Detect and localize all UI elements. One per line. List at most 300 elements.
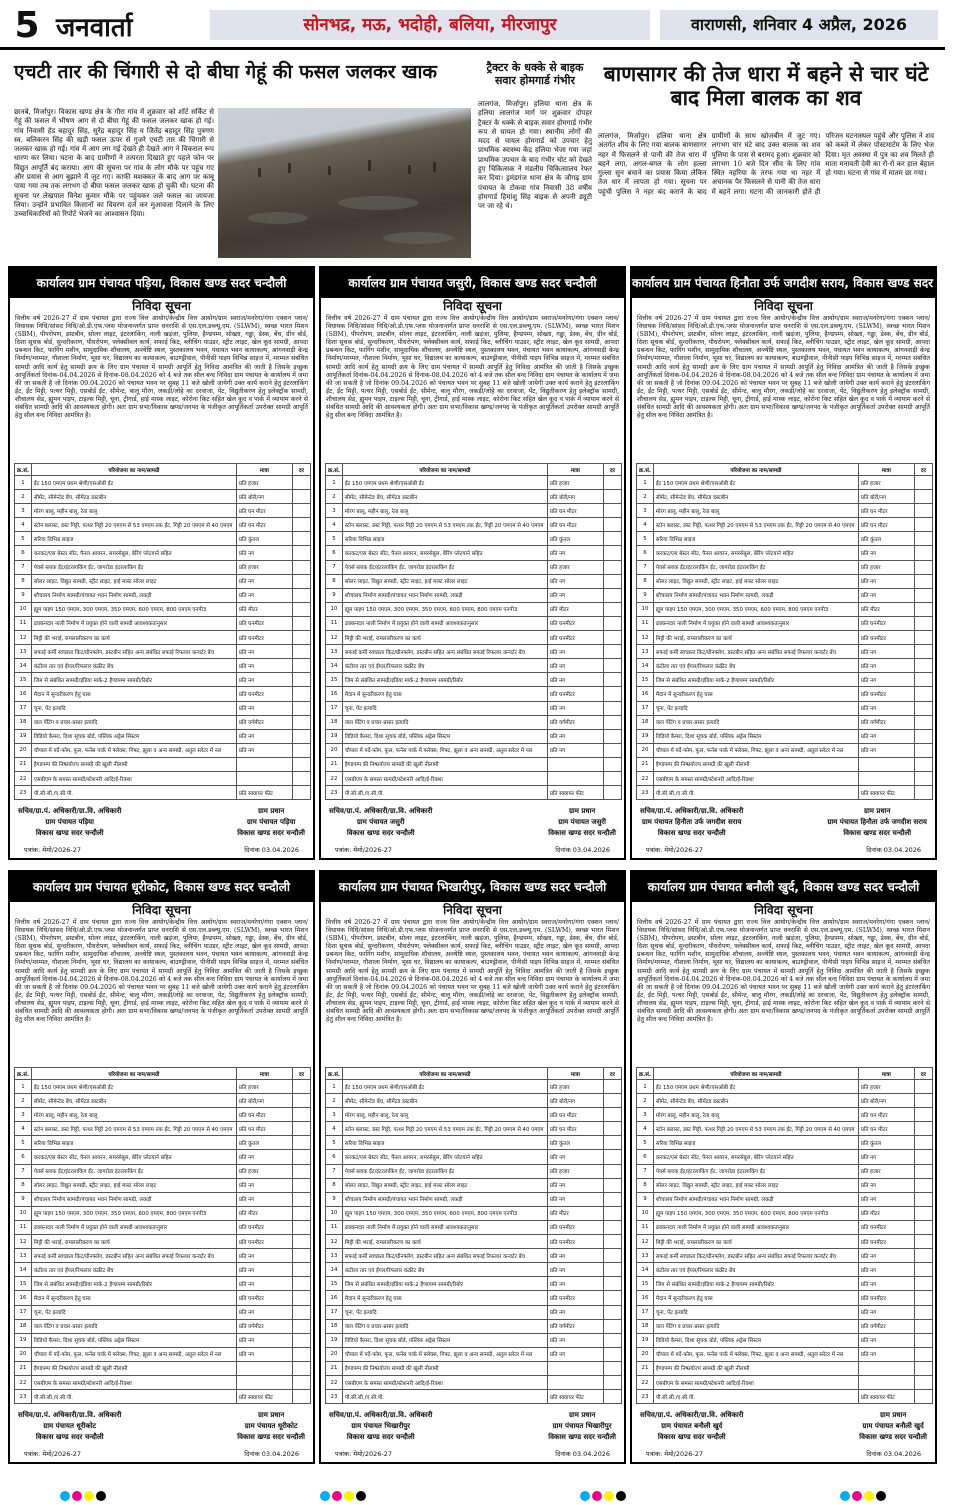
item-sn: 7: [326, 1164, 343, 1178]
items-table: [636, 463, 933, 800]
item-row: [637, 1333, 933, 1347]
item-sn: 15: [637, 1277, 654, 1291]
item-rate: [603, 1263, 621, 1277]
item-name: पी.सी.सी./ए.सी.पी.: [342, 786, 547, 800]
item-sn: 1: [326, 476, 343, 490]
item-row: [15, 771, 311, 785]
item-unit: प्रति नग: [858, 1277, 914, 1291]
col-unit: मात्रा: [858, 464, 914, 476]
item-rate: [292, 701, 310, 715]
item-name: सफाई कर्मी स्वच्छता किट/ग्रीनफ्लेग, डस्टबीन सहित अन्य संबंधित सफाई रिफलार कन्वर्टर बेंच: [653, 1249, 858, 1263]
item-sn: 19: [15, 1333, 32, 1347]
story3-headline: बाणसागर की तेज धारा में बहने से चार घंटे बाद मिला बालक का शव: [603, 62, 929, 111]
registration-dots-2: [320, 1486, 368, 1505]
item-unit: प्रति नग: [858, 701, 914, 715]
item-unit: [236, 757, 292, 771]
item-rate: [914, 631, 932, 645]
item-row: [15, 701, 311, 715]
item-rate: [603, 546, 621, 560]
item-unit: प्रति नग: [547, 729, 603, 743]
item-row: [15, 1347, 311, 1361]
item-name: चूना, पेंट इत्यादि: [342, 1305, 547, 1319]
item-rate: [914, 1390, 932, 1404]
item-sn: 21: [637, 757, 654, 771]
item-unit: प्रति नग: [547, 574, 603, 588]
burnt-field-image: [218, 108, 471, 258]
item-sn: 13: [15, 1249, 32, 1263]
item-sn: 3: [637, 504, 654, 518]
item-sn: 1: [326, 1080, 343, 1094]
item-unit: प्रति स्क्वायर फीट: [547, 1390, 603, 1404]
col-rate: दर: [603, 464, 621, 476]
item-sn: 22: [326, 771, 343, 785]
story3-body: लालगंज, मिर्जापुर। हलिया थाना क्षेत्र अंतर्गत शीव के लिए गया बालक बाणसागर नहर में फिसलने से पानी की तेज धारा में बहने लगा, अगल-बगल के लोग हल्ला गुल्ला सुन बचाने का प्रयास किया लेकिन तेज धार में लापता हो गया। सूचना पर पहुंची पुलिस ने नहर बंद कराने के बाद ग्रामीणों के साथ खोजबीन में जुट गए। लगभग चार घंटे बाद उक्त बालक का शव पुलिया के पास से बरामद हुआ। शुक्रवार को लगभग 10 बजे दिन सीव के लिए गांव स्थित नहरिया के तरफ गया था नहर में अचानक पैर फिसलने से पानी की तेज धारा में बहने लगा। घटना की जानकारी होते ही परिजन घटनास्थल पहुंचे और पुलिस ने शव को कब्जे में लेकर पोस्टमार्टम के लिए भेज दिया। मृत अवस्था में पुत्र का शव मिलते ही माता मनावती देवी का रो-रो कर हाल बेहाल हो गया। घटना से गांव में मातम छा गया।: [598, 132, 934, 196]
item-row: [326, 743, 622, 757]
item-name: जिम से संबंधित सामग्री/इंडिया मार्क-2 हैण्डपम्प सामग्री/रिबोर: [653, 1277, 858, 1291]
item-name: मोरंग बालू, महीन बालू, रेता बालू: [342, 504, 547, 518]
notice-subtitle: निविदा सूचना: [443, 903, 502, 917]
item-unit: प्रति हजार: [236, 1080, 292, 1094]
item-name: मिट्टी की भराई, रामलालीकरण का कार्य: [342, 1235, 547, 1249]
item-rate: [603, 518, 621, 532]
item-sn: 20: [326, 743, 343, 757]
item-row: [326, 1192, 622, 1206]
item-unit: प्रति नग: [547, 1305, 603, 1319]
item-name: ईंट 150 एमएम प्रथम श्रेणी/एसओबी ईंट: [31, 476, 236, 490]
item-name: एसबीएम के समस्त सामग्री/स्टेशनरी आदि/ई-रिक्शा: [31, 771, 236, 785]
item-sn: 19: [15, 729, 32, 743]
item-sn: 23: [637, 1390, 654, 1404]
tender-notice: [319, 266, 626, 860]
patrank: पत्रांक: मेमो/2026-27: [335, 846, 393, 855]
item-rate: [603, 1347, 621, 1361]
item-unit: प्रति नग: [547, 1333, 603, 1347]
item-sn: 18: [326, 1319, 343, 1333]
item-rate: [914, 743, 932, 757]
item-row: [326, 1150, 622, 1164]
item-sn: 4: [326, 1122, 343, 1136]
item-name: ह्यूम पाइप 150 एमएम, 300 एमएम, 350 एमएम, 600 एमएम, 800 एमएम एनपी3: [342, 1206, 547, 1220]
item-row: [326, 1220, 622, 1234]
item-sn: 11: [15, 616, 32, 630]
item-row: [326, 701, 622, 715]
item-name: विडियो कैमरा, दिशा सूचक बोर्ड, पब्लिक अड्रेस सिस्टम: [342, 1333, 547, 1347]
item-rate: [292, 1220, 310, 1234]
item-name: सफाई कर्मी स्वच्छता किट/ग्रीनफ्लेग, डस्टबीन सहित अन्य संबंधित सफाई रिफलार कन्वर्टर बेंच: [653, 645, 858, 659]
item-name: सीमेंट, सीमेन्टेड बेंच, सीमेंटड डस्टबीन: [31, 1094, 236, 1108]
item-row: [15, 602, 311, 616]
item-sn: 1: [637, 476, 654, 490]
item-name: पी.सी.सी./ए.सी.पी.: [31, 786, 236, 800]
item-unit: [858, 1361, 914, 1375]
item-name: मोरंग बालू, महीन बालू, रेता बालू: [342, 1108, 547, 1122]
item-name: करकट/एस बेस्टर सीट, पैनल आयरन, समरसेबुल, बेरिंग प्लेटयार्न सहित: [342, 546, 547, 560]
item-sn: 9: [637, 1192, 654, 1206]
item-unit: प्रति स्क्वायर फीट: [236, 786, 292, 800]
item-name: मिट्टी की भराई, रामलालीकरण का कार्य: [653, 631, 858, 645]
item-name: चौपाल में पर्दे-फोम, फूल, फनेंस पार्क में फ्लेक्स, गिफ्ट, झूला व अन्य सामग्री, अतुल स्लेटर में नल: [31, 1347, 236, 1361]
district-list: सोनभद्र, मऊ, भदोही, बलिया, मीरजापुर: [210, 10, 650, 40]
table-header: [637, 464, 933, 476]
item-row: [637, 659, 933, 673]
item-row: [637, 1319, 933, 1333]
col-item: परियोजना का नाम/सामग्री: [31, 464, 236, 476]
notice-body: वित्तीय वर्ष 2026-27 में ग्राम पंचायत द्वारा राज्य वित्त आयोग/केन्द्रीय वित्त आयोग/ग्राम स्वराज/मनरेगा/गंगा एक्शन प्लान/विधायक निधि/सांसद निधि/ओ.डी.एफ.प्लस योजनान्तर्गत प्राप्त धनराशि से एस.एल.डब्ल्यू.एम. (SLWM), स्वच्छ भारत मिशन (SBM), पीपरोपण, डस्टबीन, सोलर लाइट, इंटरलाकिंग, नाली खड़ंजा, पुलिया, हैण्डपम्प, सोख्ता, गड्ढा, डेस्क, बेंच, ग्रीन बोर्ड, दिशा सूचक बोर्ड, सुन्दरीकरण, पौधरोपण, फ्लेक्सीबल कार्य, सफाई किट, ब्लीचिंग पाउडर, स्ट्रीट लाइट, खेल कूद सामग्री, आपदा प्रबन्धन किट, फागिंग मशीन, सामुदायिक शौचालय, अन्त्येष्टि स्थल, पुस्तकालय भवन, पंचायत भवन कायाकल्प, आंगनवाड़ी केन्द्र निर्माण/मरम्मत, गौशाला निर्माण, भूसा घर, विद्यालय का कायाकल्प, बाउण्ड्रीवाल, पीनीसी पाइप विभिन्न साइज में, मरम्मत संबंधित सामग्री आदि कार्य हेतु सामग्री क्रय के लिए ग्राम पंचायत में सामग्री आपूर्ति हेतु निविदा आमंत्रित की जाती है जिसके इच्छुक आपूर्तिकर्ता दिनांक-04.04.2026 से दिनांक-08.04.2026 को 4 बजे तक सील बन्द निविदा ग्राम पंचायत के कार्यालय में जमा की जा सकती है जो दिनांक 09.04.2026 को पंचायत भवन पर सुबह 11 बजे खोली जायेगी उक्त कार्य कराने हेतु इंटरलाकिंग ईंट, ईंट मिट्टी, पत्थर मिट्टी, एसबोर्ड ईंट, सीमेन्ट, बालू मौरंग, लकड़ी/लोहे का दरवाजा, पेंट, विद्युतीकरण हेतु इलेक्ट्रॉक सामग्री, शौचालय सेड, ह्यूमन पाइप, टाइल्स मिट्टी, चूना, ट्रीगार्ड, हाई मास्क लाइट, कोरोना किट सहित खेल कूद व पार्क में व्यायाम करने से संबंधित सामग्री आदि की आवश्यकता होगी। अतः ग्राम सभा/विकास खण्ड/जनपद के पंजीकृत आपूर्तिकर्ता उपरोक्त सामग्री आपूर्ति हेतु सील बन्द निविदा आमंत्रित है।: [326, 919, 619, 1024]
signature-pradhan: [237, 806, 305, 839]
notice-footer: [10, 839, 313, 854]
pradhan-label: ग्राम प्रधान: [879, 1411, 907, 1420]
item-sn: 9: [637, 588, 654, 602]
item-row: [326, 546, 622, 560]
item-row: [326, 631, 622, 645]
notice-footer: [321, 839, 624, 854]
item-sn: 2: [637, 1094, 654, 1108]
signature-secretary: [18, 806, 121, 839]
item-unit: प्रति नग: [547, 1249, 603, 1263]
item-rate: [603, 504, 621, 518]
item-unit: प्रति हजार: [858, 1164, 914, 1178]
item-row: [637, 518, 933, 532]
item-unit: प्रति वर्गमीटर: [547, 1319, 603, 1333]
item-rate: [914, 729, 932, 743]
dinank: दिनांक 03.04.2026: [866, 846, 921, 855]
item-name: हैण्डपम्प की निष्प्रयोज्य सामग्री की खुली नीलामी: [342, 757, 547, 771]
signatures: [10, 800, 313, 839]
notice-body: वित्तीय वर्ष 2026-27 में ग्राम पंचायत द्वारा राज्य वित्त आयोग/केन्द्रीय वित्त आयोग/ग्राम स्वराज/मनरेगा/गंगा एक्शन प्लान/विधायक निधि/सांसद निधि/ओ.डी.एफ.प्लस योजनान्तर्गत प्राप्त धनराशि से एस.एल.डब्ल्यू.एम. (SLWM), स्वच्छ भारत मिशन (SBM), पीपरोपण, डस्टबीन, सोलर लाइट, इंटरलाकिंग, नाली खड़ंजा, पुलिया, हैण्डपम्प, सोख्ता, गड्ढा, डेस्क, बेंच, ग्रीन बोर्ड, दिशा सूचक बोर्ड, सुन्दरीकरण, पौधरोपण, फ्लेक्सीबल कार्य, सफाई किट, ब्लीचिंग पाउडर, स्ट्रीट लाइट, खेल कूद सामग्री, आपदा प्रबन्धन किट, फागिंग मशीन, सामुदायिक शौचालय, अन्त्येष्टि स्थल, पुस्तकालय भवन, पंचायत भवन कायाकल्प, आंगनवाड़ी केन्द्र निर्माण/मरम्मत, गौशाला निर्माण, भूसा घर, विद्यालय का कायाकल्प, बाउण्ड्रीवाल, पीनीसी पाइप विभिन्न साइज में, मरम्मत संबंधित सामग्री आदि कार्य हेतु सामग्री क्रय के लिए ग्राम पंचायत में सामग्री आपूर्ति हेतु निविदा आमंत्रित की जाती है जिसके इच्छुक आपूर्तिकर्ता दिनांक-04.04.2026 से दिनांक-08.04.2026 को 4 बजे तक सील बन्द निविदा ग्राम पंचायत के कार्यालय में जमा की जा सकती है जो दिनांक 09.04.2026 को पंचायत भवन पर सुबह 11 बजे खोली जायेगी उक्त कार्य कराने हेतु इंटरलाकिंग ईंट, ईंट मिट्टी, पत्थर मिट्टी, एसबोर्ड ईंट, सीमेन्ट, बालू मौरंग, लकड़ी/लोहे का दरवाजा, पेंट, विद्युतीकरण हेतु इलेक्ट्रॉक सामग्री, शौचालय सेड, ह्यूमन पाइप, टाइल्स मिट्टी, चूना, ट्रीगार्ड, हाई मास्क लाइट, कोरोना किट सहित खेल कूद व पार्क में व्यायाम करने से संबंधित सामग्री आदि की आवश्यकता होगी। अतः ग्राम सभा/विकास खण्ड/जनपद के पंजीकृत आपूर्तिकर्ता उपरोक्त सामग्री आपूर्ति हेतु सील बन्द निविदा आमंत्रित है।: [326, 315, 619, 420]
item-unit: प्रति घनमीटर: [236, 631, 292, 645]
item-unit: प्रति नग: [858, 743, 914, 757]
item-rate: [603, 715, 621, 729]
item-unit: प्रति बोरी/नग: [858, 1094, 914, 1108]
tender-notice: [8, 870, 315, 1464]
item-sn: 16: [326, 1291, 343, 1305]
item-rate: [292, 786, 310, 800]
item-rate: [603, 687, 621, 701]
item-rate: [603, 532, 621, 546]
item-sn: 2: [15, 1094, 32, 1108]
item-row: [15, 1192, 311, 1206]
item-unit: प्रति घन मीटर: [858, 1108, 914, 1122]
item-name: मिट्टी की भराई, रामलालीकरण का कार्य: [342, 631, 547, 645]
item-row: [15, 1361, 311, 1375]
item-row: [326, 560, 622, 574]
item-name: ढक्कनदार नाली निर्माण में प्रयुक्त होने वाली सामग्री आवश्यकतानुसार: [653, 1220, 858, 1234]
item-rate: [292, 560, 310, 574]
item-rate: [914, 616, 932, 630]
item-rate: [914, 1108, 932, 1122]
item-unit: प्रति नग: [236, 1347, 292, 1361]
story1-headline: एचटी तार की चिंगारी से दो बीघा गेहूं की फसल जलकर खाक: [14, 61, 438, 83]
items-table: [14, 463, 311, 800]
item-sn: 4: [15, 1122, 32, 1136]
item-name: ह्यूम पाइप 150 एमएम, 300 एमएम, 350 एमएम, 600 एमएम, 800 एमएम एनपी3: [653, 1206, 858, 1220]
item-unit: प्रति हजार: [236, 1164, 292, 1178]
item-row: [15, 560, 311, 574]
item-rate: [914, 476, 932, 490]
item-unit: प्रति नग: [236, 701, 292, 715]
item-name: विडियो कैमरा, दिशा सूचक बोर्ड, पब्लिक अड्रेस सिस्टम: [342, 729, 547, 743]
item-unit: प्रति घनमीटर: [858, 616, 914, 630]
item-rate: [292, 1347, 310, 1361]
item-unit: प्रति नग: [236, 1333, 292, 1347]
notice-subtitle: निविदा सूचना: [443, 299, 502, 313]
block-right: विकास खण्ड सदर चन्दौली: [548, 829, 616, 838]
item-unit: प्रति घनमीटर: [236, 1220, 292, 1234]
item-row: [15, 1263, 311, 1277]
item-rate: [603, 729, 621, 743]
item-row: [326, 1178, 622, 1192]
item-row: [637, 1178, 933, 1192]
item-unit: प्रति मीटर: [858, 1206, 914, 1220]
item-row: [326, 687, 622, 701]
signature-pradhan: [548, 806, 616, 839]
item-sn: 6: [326, 1150, 343, 1164]
item-sn: 2: [637, 490, 654, 504]
item-name: मिट्टी की भराई, रामलालीकरण का कार्य: [31, 1235, 236, 1249]
item-name: ईंट 150 एमएम प्रथम श्रेणी/एसओबी ईंट: [31, 1080, 236, 1094]
item-sn: 11: [326, 616, 343, 630]
item-name: वाल पेंटिंग व प्रचार-प्रसार इत्यादि: [342, 715, 547, 729]
item-sn: 4: [15, 518, 32, 532]
tender-notice: [8, 266, 315, 860]
item-row: [326, 1305, 622, 1319]
item-unit: प्रति नग: [236, 1263, 292, 1277]
item-unit: प्रति नग: [547, 1150, 603, 1164]
item-sn: 12: [15, 1235, 32, 1249]
items-table: [325, 463, 622, 800]
secretary-label: सचिव/ग्रा.पं. अधिकारी/ग्रा.वि. अधिकारी: [18, 1411, 122, 1420]
item-rate: [914, 1206, 932, 1220]
item-row: [637, 771, 933, 785]
dinank: दिनांक 03.04.2026: [555, 1450, 610, 1459]
item-row: [326, 1108, 622, 1122]
item-name: चूना, पेंट इत्यादि: [653, 1305, 858, 1319]
item-row: [637, 715, 933, 729]
item-rate: [292, 1263, 310, 1277]
item-row: [637, 1094, 933, 1108]
item-sn: 9: [326, 588, 343, 602]
item-unit: प्रति कुंतल: [236, 532, 292, 546]
item-sn: 10: [15, 602, 32, 616]
item-rate: [292, 588, 310, 602]
item-sn: 2: [326, 1094, 343, 1108]
item-name: सफाई कर्मी स्वच्छता किट/ग्रीनफ्लेग, डस्टबीन सहित अन्य संबंधित सफाई रिफलार कन्वर्टर बेंच: [342, 1249, 547, 1263]
item-unit: प्रति घनमीटर: [547, 1235, 603, 1249]
item-row: [637, 1136, 933, 1150]
item-unit: प्रति नग: [236, 1305, 292, 1319]
item-name: कंटीला तार एवं ईंगल/रिफलार कंक्रीट बेंच: [653, 659, 858, 673]
item-name: चूना, पेंट इत्यादि: [31, 701, 236, 715]
item-unit: प्रति हजार: [547, 560, 603, 574]
registration-dots-4: [840, 1486, 888, 1505]
item-unit: [236, 771, 292, 785]
notice-subtitle: निविदा सूचना: [132, 299, 191, 313]
item-unit: प्रति नग: [547, 673, 603, 687]
item-unit: प्रति बोरी/नग: [236, 490, 292, 504]
table-header: [15, 1068, 311, 1080]
item-rate: [292, 1319, 310, 1333]
item-sn: 13: [326, 645, 343, 659]
patrank: पत्रांक: मेमो/2026-27: [24, 1450, 82, 1459]
item-sn: 15: [326, 1277, 343, 1291]
registration-dots-1: [60, 1486, 108, 1505]
item-unit: प्रति स्क्वायर फीट: [236, 1390, 292, 1404]
item-row: [637, 1277, 933, 1291]
item-row: [637, 786, 933, 800]
item-row: [326, 1390, 622, 1404]
item-sn: 6: [326, 546, 343, 560]
notice-footer: [321, 1443, 624, 1458]
registration-dots-3: [580, 1486, 628, 1505]
item-sn: 3: [326, 504, 343, 518]
item-row: [637, 574, 933, 588]
item-sn: 13: [326, 1249, 343, 1263]
item-row: [326, 532, 622, 546]
gp-name-left: ग्राम पंचायत पड़िया: [45, 818, 94, 827]
item-unit: [547, 1361, 603, 1375]
item-row: [326, 1080, 622, 1094]
item-row: [637, 645, 933, 659]
item-name: एसबीएम के समस्त सामग्री/स्टेशनरी आदि/ई-रिक्शा: [342, 1375, 547, 1389]
item-sn: 3: [326, 1108, 343, 1122]
gp-name-left: ग्राम पंचायत जसुरी: [356, 818, 405, 827]
item-name: सरिया विभिन्न साइज: [342, 532, 547, 546]
item-rate: [292, 729, 310, 743]
item-sn: 13: [15, 645, 32, 659]
item-rate: [603, 1206, 621, 1220]
item-unit: प्रति नग: [236, 574, 292, 588]
item-sn: 12: [326, 631, 343, 645]
item-sn: 4: [637, 1122, 654, 1136]
item-name: वाल पेंटिंग व प्रचार-प्रसार इत्यादि: [653, 715, 858, 729]
item-unit: प्रति मीटर: [547, 1206, 603, 1220]
item-name: सफाई कर्मी स्वच्छता किट/ग्रीनफ्लेग, डस्टबीन सहित अन्य संबंधित सफाई रिफलार कन्वर्टर बेंच: [31, 1249, 236, 1263]
item-unit: प्रति घन मीटर: [547, 1122, 603, 1136]
item-sn: 10: [326, 602, 343, 616]
item-rate: [914, 1305, 932, 1319]
item-sn: 16: [15, 687, 32, 701]
tender-notice: [630, 266, 969, 860]
item-name: करकट/एस बेस्टर सीट, पैनल आयरन, समरसेबुल, बेरिंग प्लेटयार्न सहित: [31, 546, 236, 560]
item-rate: [603, 1235, 621, 1249]
gp-name-right: ग्राम पंचायत जसुरी: [558, 818, 606, 827]
item-unit: प्रति नग: [858, 1192, 914, 1206]
item-row: [637, 1192, 933, 1206]
item-row: [15, 1122, 311, 1136]
item-rate: [292, 1375, 310, 1389]
item-row: [637, 588, 933, 602]
item-name: जिम से संबंधित सामग्री/इंडिया मार्क-2 हैण्डपम्प सामग्री/रिबोर: [31, 673, 236, 687]
item-sn: 17: [637, 701, 654, 715]
item-name: विडियो कैमरा, दिशा सूचक बोर्ड, पब्लिक अड्रेस सिस्टम: [653, 729, 858, 743]
item-rate: [292, 771, 310, 785]
field-fire-photo: [218, 108, 471, 258]
item-sn: 1: [15, 476, 32, 490]
item-row: [326, 1347, 622, 1361]
item-name: सोलर लाइट, विद्युत सामग्री, स्ट्रीट लाइट, हाई मास्ट सोलर लाइट: [31, 574, 236, 588]
item-unit: प्रति नग: [547, 588, 603, 602]
item-sn: 20: [15, 1347, 32, 1361]
signature-pradhan: [237, 1410, 305, 1443]
item-name: स्टोन बलास्ट, डस्ट गिट्टी, पत्थर गिट्टी 20 एमएम से 53 एमएम तक ईंट, गिट्टी 20 एमएम से 40 एमएम: [653, 1122, 858, 1136]
item-unit: [547, 1375, 603, 1389]
item-unit: प्रति नग: [236, 1150, 292, 1164]
item-name: ह्यूम पाइप 150 एमएम, 300 एमएम, 350 एमएम, 600 एमएम, 800 एमएम एनपी3: [342, 602, 547, 616]
item-name: सरिया विभिन्न साइज: [653, 1136, 858, 1150]
item-unit: प्रति वर्गमीटर: [547, 715, 603, 729]
col-unit: मात्रा: [858, 1068, 914, 1080]
item-unit: प्रति घन मीटर: [236, 518, 292, 532]
item-unit: प्रति घनमीटर: [547, 687, 603, 701]
item-rate: [292, 1080, 310, 1094]
item-row: [637, 504, 933, 518]
item-sn: 15: [637, 673, 654, 687]
pradhan-label: ग्राम प्रधान: [257, 807, 285, 816]
item-unit: प्रति कुंतल: [236, 1136, 292, 1150]
table-header: [15, 464, 311, 476]
item-row: [15, 490, 311, 504]
item-rate: [603, 757, 621, 771]
col-sn: क्र.सं.: [15, 464, 32, 476]
item-sn: 10: [637, 1206, 654, 1220]
item-row: [15, 574, 311, 588]
item-rate: [914, 518, 932, 532]
notice-title: कार्यालय ग्राम पंचायत जसुरी, विकास खण्ड सदर चन्दौली: [321, 268, 624, 298]
item-name: मैदान में सुन्दरीकरण हेतु घास: [342, 687, 547, 701]
item-name: मिट्टी की भराई, रामलालीकरण का कार्य: [31, 631, 236, 645]
item-sn: 9: [15, 588, 32, 602]
item-sn: 18: [637, 715, 654, 729]
item-row: [326, 1263, 622, 1277]
item-sn: 16: [326, 687, 343, 701]
block-right: विकास खण्ड सदर चन्दौली: [548, 1433, 616, 1442]
block-right: विकास खण्ड सदर चन्दौली: [843, 829, 912, 838]
item-row: [15, 1164, 311, 1178]
item-row: [637, 701, 933, 715]
item-sn: 21: [326, 757, 343, 771]
item-name: वाल पेंटिंग व प्रचार-प्रसार इत्यादि: [31, 715, 236, 729]
item-rate: [292, 1136, 310, 1150]
item-row: [326, 786, 622, 800]
item-name: शौचालय निर्माण सामग्री/पंचायत भवन निर्माण सामग्री, लकड़ी: [342, 1192, 547, 1206]
item-row: [15, 1375, 311, 1389]
item-unit: [547, 771, 603, 785]
tender-notice: [630, 870, 937, 1464]
notice-title: कार्यालय ग्राम पंचायत बनौली खुर्द, विकास खण्ड सदर चन्दौली: [632, 872, 935, 902]
item-row: [637, 1263, 933, 1277]
dinank: दिनांक 03.04.2026: [244, 846, 299, 855]
item-rate: [914, 1136, 932, 1150]
item-name: पेवर्स ब्लाक ईंट/इंटरलाकिंग ईंट, जागरोडा इंटरलाकिंग ईंट: [31, 1164, 236, 1178]
item-name: एसबीएम के समस्त सामग्री/स्टेशनरी आदि/ई-रिक्शा: [31, 1375, 236, 1389]
item-name: सोलर लाइट, विद्युत सामग्री, स्ट्रीट लाइट, हाई मास्ट सोलर लाइट: [31, 1178, 236, 1192]
item-row: [637, 729, 933, 743]
item-unit: [547, 757, 603, 771]
pradhan-label: ग्राम प्रधान: [257, 1411, 285, 1420]
item-unit: प्रति घनमीटर: [858, 1235, 914, 1249]
item-name: मोरंग बालू, महीन बालू, रेता बालू: [653, 504, 858, 518]
item-rate: [914, 504, 932, 518]
block-right: विकास खण्ड सदर चन्दौली: [237, 829, 305, 838]
item-row: [326, 1164, 622, 1178]
item-row: [326, 757, 622, 771]
item-sn: 5: [637, 1136, 654, 1150]
item-name: पेवर्स ब्लाक ईंट/इंटरलाकिंग ईंट, जागरोडा इंटरलाकिंग ईंट: [653, 1164, 858, 1178]
col-sn: क्र.सं.: [326, 464, 343, 476]
item-sn: 17: [15, 701, 32, 715]
item-row: [326, 1361, 622, 1375]
item-row: [15, 645, 311, 659]
